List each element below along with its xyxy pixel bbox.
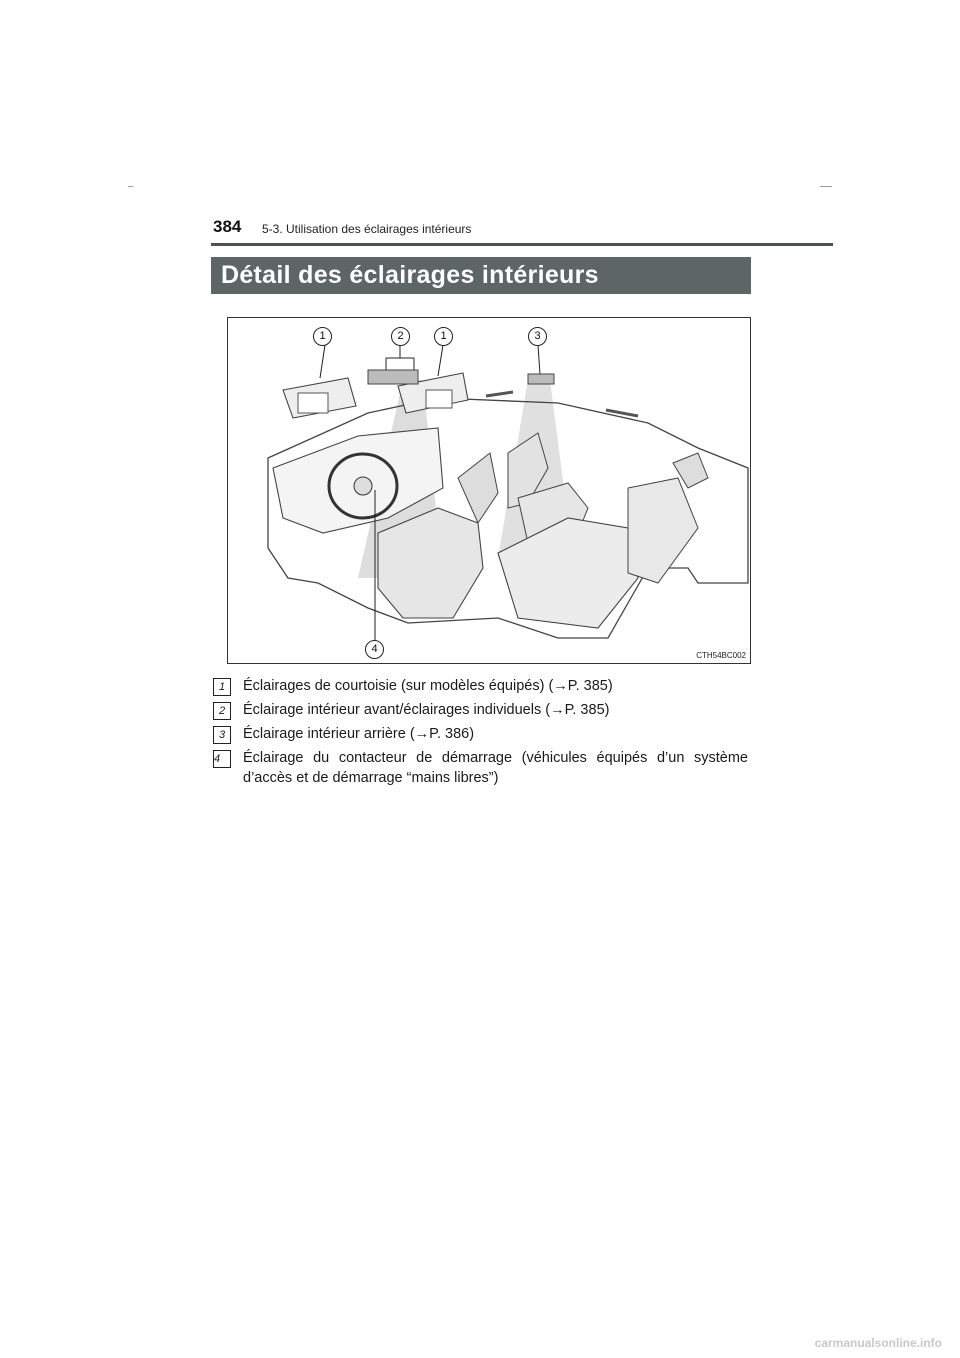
watermark: carmanualsonline.info xyxy=(814,1336,942,1350)
car-interior-illustration xyxy=(228,318,750,663)
legend-number: 4 xyxy=(213,750,231,768)
list-item xyxy=(213,676,748,696)
legend-text: Éclairage intérieur avant/éclairages individuels (→P. 385) xyxy=(243,702,610,718)
callout-3: 3 xyxy=(528,327,547,346)
section-heading: 5-3. Utilisation des éclairages intérieurs xyxy=(262,222,472,236)
crop-mark-right xyxy=(820,186,832,187)
callout-1-left: 1 xyxy=(313,327,332,346)
callout-2: 2 xyxy=(391,327,410,346)
list-item xyxy=(213,748,748,788)
legend-number: 3 xyxy=(213,726,231,744)
page-number: 384 xyxy=(213,217,242,236)
legend-text: Éclairage du contacteur de démarrage (véhicules équipés d’un système d’accès et de démarrage “mains libres”) xyxy=(243,750,748,786)
legend-number: 2 xyxy=(213,702,231,720)
header-rule xyxy=(211,243,833,246)
callout-1-right: 1 xyxy=(434,327,453,346)
figure-code: CTH54BC002 xyxy=(696,651,746,660)
legend-list xyxy=(213,676,748,792)
list-item xyxy=(213,700,748,720)
legend-number: 1 xyxy=(213,678,231,696)
page-title: Détail des éclairages intérieurs xyxy=(211,257,751,294)
legend-text: Éclairage intérieur arrière (→P. 386) xyxy=(243,726,475,742)
callout-4: 4 xyxy=(365,640,384,659)
interior-lights-figure xyxy=(227,317,751,664)
list-item xyxy=(213,724,748,744)
legend-text: Éclairages de courtoisie (sur modèles équipés) (→P. 385) xyxy=(243,678,613,694)
crop-mark-left xyxy=(128,186,133,187)
